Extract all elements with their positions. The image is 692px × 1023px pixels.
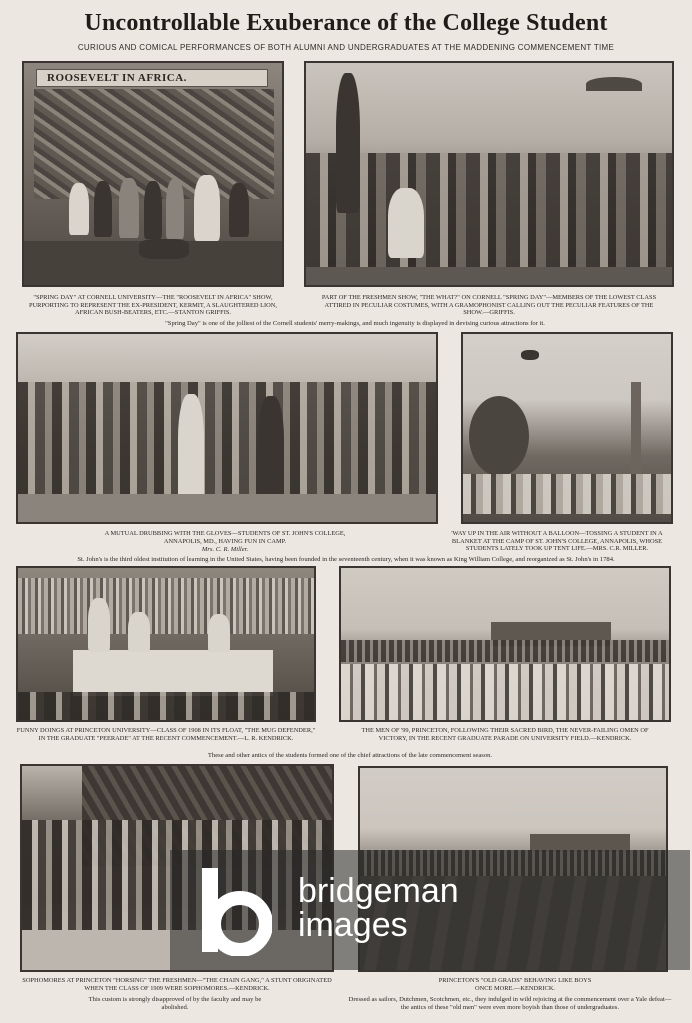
page-subtitle: CURIOUS AND COMICAL PERFORMANCES OF BOTH ALUMNI AND UNDERGRADUATES AT THE MADDENING COMMENCEMENT TIME [77,43,615,52]
performer-figure [119,178,139,238]
show-banner-text: ROOSEVELT IN AFRICA. [47,72,187,84]
camp-ground [18,494,436,522]
photo-blanket-toss [461,332,673,524]
note-faculty: This custom is strongly disapproved of by the faculty and may be abolished. [88,996,262,1011]
note-st-johns: St. John's is the third oldest institution of learning in the United States, having been founded in the seventeenth century, when it was known as King William College, and reorganized as St. John's in 1784. [77,556,615,563]
bridgeman-logo-icon [198,864,272,956]
grandstand-crowd [18,578,314,634]
caption-men-of-99: THE MEN OF '99, PRINCETON, FOLLOWING THEIR SACRED BIRD, THE NEVER-FAILING OMEN OF VICTORY, IN THE RECENT GRADUATE PARADE ON UNIVERSITY FIELD.—KENDRICK. [361,727,649,742]
caption-blanket-toss: 'WAY UP IN THE AIR WITHOUT A BALLOON—TOSSING A STUDENT IN A BLANKET AT THE CAMP OF ST. JOHN'S COLLEGE, ANNAPOLIS, WHOSE STUDENTS LATELY TOOK UP TENT LIFE.—MRS. C.R. MILLER. [451,530,663,553]
photo-men-of-99 [339,566,671,722]
lion-prop [139,239,189,259]
watermark-text [298,874,459,942]
performer-figure [229,183,249,237]
field-ground [306,267,672,285]
white-costumed-marchers [341,664,669,720]
photo-boxing-st-johns [16,332,438,524]
gramophonist-figure [336,73,360,213]
note-old-grads: Dressed as sailors, Dutchmen, Scotchmen, etc., they indulged in wild rejoicing at the commencement over a Yale defeat—the antics of these "old men" were even more boyish than those of undergraduates. [348,996,672,1011]
tree [469,396,529,476]
note-spring-day: "Spring Day" is one of the jolliest of the Cornell students' merry-makings, and much ingenuity is displayed in devising curious attractions for it. [165,320,545,327]
parade-marchers [18,692,314,722]
mug-defender-float [73,650,273,696]
boxer-figure [178,394,204,504]
page-title: Uncontrollable Exuberance of the College Student [84,10,608,36]
float-rider [128,612,150,652]
performer-figure [194,175,220,241]
float-rider [208,614,230,652]
parasol [586,77,642,91]
boxer-figure [258,396,284,504]
photo-princeton-float [16,566,316,722]
distant-crowd [341,640,669,662]
tossed-student [521,350,539,360]
caption-boxing-credit: Mrs. C. R. Miller. [201,546,249,553]
photo-roosevelt-in-africa [22,61,284,287]
note-commencement-antics: These and other antics of the students formed one of the chief attractions of the late commencement season. [207,752,493,759]
caption-old-grads: PRINCETON'S "OLD GRADS" BEHAVING LIKE BOYS ONCE MORE.—KENDRICK. [438,977,592,992]
caption-chain-gang: SOPHOMORES AT PRINCETON "HORSING" THE FRESHMEN—"THE CHAIN GANG," A STUNT ORIGINATED WHEN THE CLASS OF 1909 WERE SOPHOMORES.—KENDRICK. [22,977,332,992]
blanket-holders [463,474,671,514]
watermark-line-1: bridgeman [298,872,459,910]
performer-figure [166,179,184,239]
performer-figure [94,181,112,237]
costumed-figure [388,188,424,258]
performer-figure [144,181,162,239]
float-rider [88,598,110,652]
caption-boxing: A MUTUAL DRUBBING WITH THE GLOVES—STUDENTS OF ST. JOHN'S COLLEGE, ANNAPOLIS, MD., HAVING FUN IN CAMP. [104,530,346,545]
caption-princeton-float: FUNNY DOINGS AT PRINCETON UNIVERSITY—CLASS OF 1908 IN ITS FLOAT, "THE MUG DEFENDER," IN THE GRADUATE "PEERADE" AT THE RECENT COMMENCEMENT.—L. R. KENDRICK. [16,727,316,742]
photo-freshmen-show [304,61,674,287]
caption-roosevelt-show: "SPRING DAY" AT CORNELL UNIVERSITY—THE "ROOSEVELT IN AFRICA" SHOW, PURPORTING TO REPRESENT THE EX-PRESIDENT, KERMIT, A SLAUGHTERED LION, AFRICAN BUSH-BEATERS, ETC.—STANTON GRIFFIS. [29,294,277,317]
bridgeman-watermark [170,850,690,970]
performer-figure [69,183,89,235]
caption-freshmen-show: PART OF THE FRESHMEN SHOW, "THE WHAT?" ON CORNELL "SPRING DAY"—MEMBERS OF THE LOWEST CLASS ATTIRED IN PECULIAR COSTUMES, WITH A GRAMOPHONIST CALLING OUT THE PECULIAR FEATURES OF THE SHOW.—GRIFFIS. [321,294,657,317]
watermark-line-2: images [298,906,408,944]
spectator-crowd [18,382,436,497]
chimney [631,382,641,482]
costumed-group [306,153,672,273]
show-banner [36,69,268,87]
